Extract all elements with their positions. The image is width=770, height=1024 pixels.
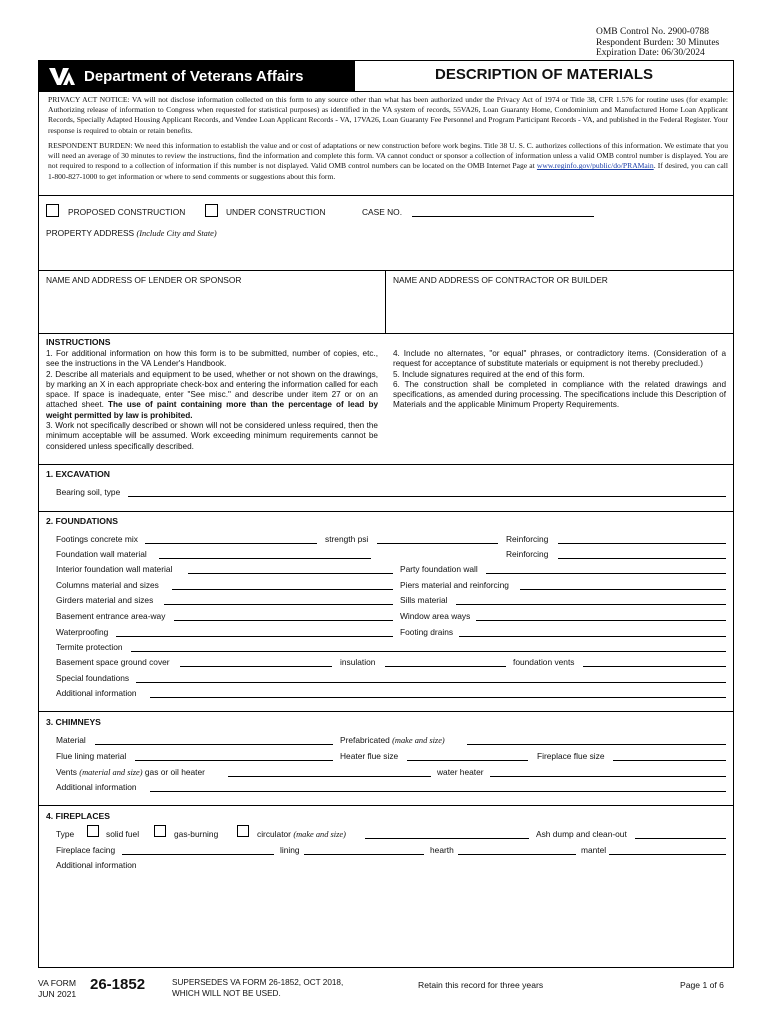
- form-date: JUN 2021: [38, 988, 77, 999]
- instructions-title: INSTRUCTIONS: [46, 337, 111, 347]
- heater-flue-field[interactable]: [407, 760, 528, 761]
- vents-field[interactable]: [228, 776, 431, 777]
- foundations-divider: [39, 711, 733, 712]
- respondent-burden: Respondent Burden: 30 Minutes: [596, 37, 720, 48]
- omb-control-number: OMB Control No. 2900-0788: [596, 27, 709, 37]
- fireplace-facing-field[interactable]: [122, 854, 274, 855]
- insulation-field[interactable]: [385, 666, 506, 667]
- window-area-field[interactable]: [476, 620, 726, 621]
- party-wall-field[interactable]: [486, 573, 726, 574]
- chimney-material-label: Material: [56, 735, 86, 745]
- case-no-label: CASE NO.: [362, 207, 403, 217]
- form-id-block: [38, 978, 76, 999]
- foundation-vents-field[interactable]: [583, 666, 726, 667]
- burden-text-end: . If desired, you can call 1-800-827-1000 to get information or where to send comments or suggestions about this form.: [48, 161, 728, 181]
- lender-field[interactable]: [46, 288, 381, 330]
- fireplaces-title: 4. FIREPLACES: [46, 811, 110, 821]
- form-title-box: [355, 61, 733, 91]
- bearing-soil-label: Bearing soil, type: [56, 487, 121, 497]
- waterproofing-field[interactable]: [116, 636, 393, 637]
- footings-field[interactable]: [145, 543, 317, 544]
- window-area-label: Window area ways: [400, 611, 471, 621]
- property-address-hint: (Include City and State): [136, 229, 217, 238]
- contractor-field[interactable]: [393, 288, 728, 330]
- solid-fuel-label: solid fuel: [106, 829, 140, 839]
- footings-label: Footings concrete mix: [56, 534, 138, 544]
- fireplaces-additional-label: Additional information: [56, 860, 137, 870]
- instruction-1: 1. For additional information on how this form is to be submitted, number of copies, etc., see the instructions in the VA Lender's Handbook.: [46, 349, 378, 369]
- sills-field[interactable]: [456, 604, 726, 605]
- instructions-divider: [39, 464, 733, 465]
- notice-divider: [39, 195, 733, 196]
- lender-contractor-divider: [385, 270, 386, 333]
- chimneys-additional-label: Additional information: [56, 782, 137, 792]
- page-number: Page 1 of 6: [680, 980, 724, 990]
- agency-name: Department of Veterans Affairs: [84, 68, 304, 85]
- address-divider: [39, 270, 733, 271]
- special-foundations-field[interactable]: [136, 682, 726, 683]
- columns-field[interactable]: [172, 589, 393, 590]
- proposed-construction-label: PROPOSED CONSTRUCTION: [68, 207, 186, 217]
- property-address-text: PROPERTY ADDRESS: [46, 228, 135, 238]
- fireplaces-additional-field[interactable]: [56, 872, 726, 962]
- burden-text: RESPONDENT BURDEN: We need this information to establish the value and or cost of adaptations or new construction before work begins. Title 38 U. S. C. authorizes collections of this information. We estimate that you will need an average of 30 minutes to review the instructions, find the information and complete this form. VA cannot conduct or sponsor a collection of information unless a valid OMB control number is displayed. You are not required to respond to a collection of information if this number is not displayed. Valid OMB control numbers can be located on the OMB Internet Page at: [48, 141, 728, 171]
- instructions-right: [393, 349, 726, 411]
- excavation-title: 1. EXCAVATION: [46, 469, 110, 479]
- piers-field[interactable]: [520, 589, 726, 590]
- prefabricated-field[interactable]: [467, 744, 726, 745]
- hearth-field[interactable]: [458, 854, 576, 855]
- retain-notice: Retain this record for three years: [418, 980, 544, 990]
- footing-drains-field[interactable]: [459, 636, 726, 637]
- reinforcing-field[interactable]: [558, 543, 726, 544]
- supersedes-line-1: SUPERSEDES VA FORM 26-1852, OCT 2018,: [172, 978, 344, 987]
- basement-cover-field[interactable]: [180, 666, 332, 667]
- supersedes-line-2: WHICH WILL NOT BE USED.: [172, 988, 281, 998]
- circulator-text: circulator: [257, 829, 291, 839]
- foundations-title: 2. FOUNDATIONS: [46, 516, 118, 526]
- chimney-material-field[interactable]: [95, 744, 333, 745]
- header-divider: [39, 91, 733, 92]
- va-logo-icon: [48, 66, 76, 86]
- columns-label: Columns material and sizes: [56, 580, 159, 590]
- instructions-left: [46, 349, 378, 452]
- sills-label: Sills material: [400, 595, 448, 605]
- foundation-vents-label: foundation vents: [513, 657, 575, 667]
- interior-wall-field[interactable]: [188, 573, 393, 574]
- instruction-3: 3. Work not specifically described or shown will not be considered unless required, then the minimum acceptable will be assumed. Work exceeding minimum requirements cannot be considered unless specifically described.: [46, 421, 378, 451]
- circulator-label: [257, 829, 346, 839]
- vents-hint: (material and size): [79, 768, 143, 777]
- foundation-wall-field[interactable]: [159, 558, 371, 559]
- foundations-additional-field[interactable]: [150, 697, 726, 698]
- chimneys-divider: [39, 805, 733, 806]
- gas-burning-label: gas-burning: [174, 829, 219, 839]
- instruction-2: [46, 370, 378, 421]
- contractor-label: NAME AND ADDRESS OF CONTRACTOR OR BUILDER: [393, 275, 608, 285]
- strength-field[interactable]: [377, 543, 498, 544]
- instruction-4: 4. Include no alternates, "or equal" phrases, or contradictory items. (Consideration of a request for acceptance of substitute materials or equipment is not thereby precluded.): [393, 349, 726, 369]
- form-number: 26-1852: [90, 976, 146, 993]
- instruction-2-bold: The use of paint containing more than the percentage of lead by weight permitted by law is prohibited.: [46, 400, 379, 420]
- prefabricated-text: Prefabricated: [340, 735, 390, 745]
- basement-entrance-label: Basement entrance area-way: [56, 611, 166, 621]
- reinforcing-2-label: Reinforcing: [506, 549, 549, 559]
- flue-lining-label: Flue lining material: [56, 751, 127, 761]
- water-heater-field[interactable]: [490, 776, 726, 777]
- excavation-divider: [39, 511, 733, 512]
- lender-label: NAME AND ADDRESS OF LENDER OR SPONSOR: [46, 275, 242, 285]
- gas-burning-checkbox[interactable]: [154, 825, 166, 837]
- vents-rest: gas or oil heater: [144, 767, 205, 777]
- under-construction-checkbox[interactable]: [205, 204, 218, 217]
- instruction-6: 6. The construction shall be completed in compliance with the related drawings and specifications, as amended during processing. The specifications include this Description of Materials and the applicable Minimum Property Requirements.: [393, 379, 726, 410]
- special-foundations-label: Special foundations: [56, 673, 130, 683]
- strength-label: strength psi: [325, 534, 369, 544]
- lining-label: lining: [280, 845, 300, 855]
- property-address-field[interactable]: [46, 240, 726, 268]
- property-address-label: [46, 228, 217, 238]
- reinforcing-label: Reinforcing: [506, 534, 549, 544]
- party-wall-label: Party foundation wall: [400, 564, 478, 574]
- circulator-checkbox[interactable]: [237, 825, 249, 837]
- water-heater-label: water heater: [437, 767, 484, 777]
- flue-lining-field[interactable]: [135, 760, 333, 761]
- ash-dump-field[interactable]: [635, 838, 726, 839]
- case-no-field[interactable]: [412, 216, 594, 217]
- termite-field[interactable]: [131, 651, 726, 652]
- form-frame: [38, 60, 734, 968]
- waterproofing-label: Waterproofing: [56, 627, 109, 637]
- basement-entrance-field[interactable]: [174, 620, 393, 621]
- instruction-5: 5. Include signatures required at the end of this form.: [393, 369, 585, 379]
- reinforcing-2-field[interactable]: [558, 558, 726, 559]
- fireplace-flue-label: Fireplace flue size: [537, 751, 605, 761]
- under-construction-label: UNDER CONSTRUCTION: [226, 207, 326, 217]
- vents-text: Vents: [56, 767, 77, 777]
- hearth-label: hearth: [430, 845, 454, 855]
- mantel-label: mantel: [581, 845, 607, 855]
- form-title: DESCRIPTION OF MATERIALS: [435, 66, 654, 83]
- bearing-soil-field[interactable]: [128, 496, 726, 497]
- basement-cover-label: Basement space ground cover: [56, 657, 170, 667]
- instruction-2-text: 2. Describe all materials and equipment to be used, whether or not shown on the drawings, by marking an X in each appropriate check-box and entering the information called for each space. If space is inadequate, enter "See misc." and describe under item 27 or on an attached sheet.: [46, 369, 378, 410]
- footing-drains-label: Footing drains: [400, 627, 454, 637]
- omb-block: [596, 27, 719, 59]
- prefabricated-label: [340, 735, 445, 745]
- chimneys-title: 3. CHIMNEYS: [46, 717, 101, 727]
- mantel-field[interactable]: [609, 854, 726, 855]
- solid-fuel-checkbox[interactable]: [87, 825, 99, 837]
- fireplace-type-label: Type: [56, 829, 75, 839]
- girders-field[interactable]: [164, 604, 393, 605]
- ash-dump-label: Ash dump and clean-out: [536, 829, 627, 839]
- fireplace-flue-field[interactable]: [613, 760, 726, 761]
- lender-section-divider: [39, 333, 733, 334]
- circulator-field[interactable]: [365, 838, 529, 839]
- agency-banner: [39, 61, 355, 91]
- privacy-act-notice: PRIVACY ACT NOTICE: VA will not disclose information collected on this form to any source other than what has been authorized under the Privacy Act of 1974 or Title 38, CFR 1.576 for routine uses (for example: Authorizing release of information to Congress when requested for statistical purposes) as identified in the VA system of records, 55VA26, Loan Guaranty Home, Condominium and Manufactured Home Loan Applicant Records, Specially Adapted Housing Applicant Records, and Vendee Loan Applicant Records - VA, 17VA26, Loan Guaranty Fee Personnel and Program Participant Records - VA, and published in the Federal Register. Your response is required to obtain or retain benefits.: [48, 95, 728, 135]
- heater-flue-label: Heater flue size: [340, 751, 399, 761]
- circulator-hint: (make and size): [293, 830, 346, 839]
- respondent-burden-notice: [48, 141, 728, 182]
- proposed-construction-checkbox[interactable]: [46, 204, 59, 217]
- fireplace-facing-label: Fireplace facing: [56, 845, 116, 855]
- reginfo-link[interactable]: www.reginfo.gov/public/do/PRAMain: [536, 161, 654, 171]
- vents-label: [56, 767, 205, 777]
- foundation-wall-label: Foundation wall material: [56, 549, 147, 559]
- termite-label: Termite protection: [56, 642, 123, 652]
- foundations-additional-label: Additional information: [56, 688, 137, 698]
- interior-wall-label: Interior foundation wall material: [56, 564, 173, 574]
- prefabricated-hint: (make and size): [392, 736, 445, 745]
- supersedes-block: [172, 978, 343, 999]
- va-form-label: VA FORM: [38, 978, 77, 988]
- piers-label: Piers material and reinforcing: [400, 580, 509, 590]
- lining-field[interactable]: [304, 854, 424, 855]
- expiration-date: Expiration Date: 06/30/2024: [596, 48, 705, 58]
- chimneys-additional-field[interactable]: [150, 791, 726, 792]
- girders-label: Girders material and sizes: [56, 595, 154, 605]
- insulation-label: insulation: [340, 657, 376, 667]
